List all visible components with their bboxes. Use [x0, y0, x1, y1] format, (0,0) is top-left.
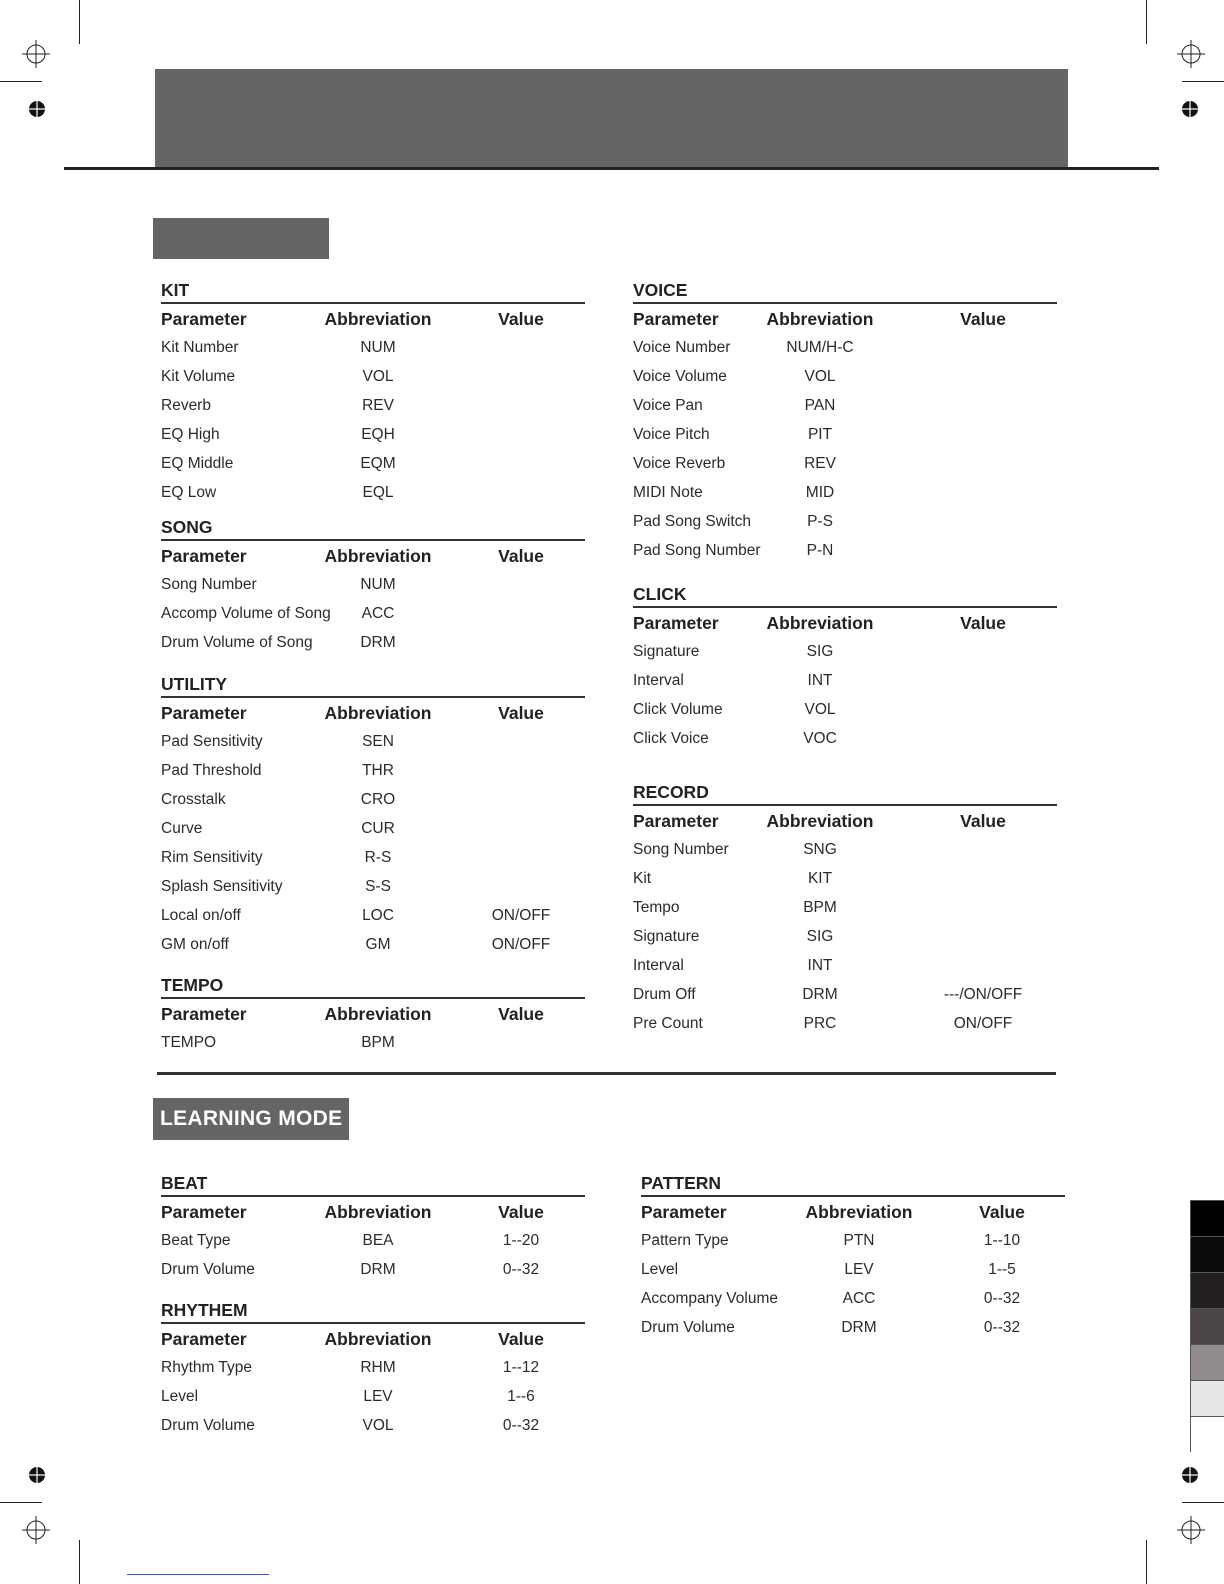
header-parameter: Parameter: [161, 1004, 247, 1024]
cell-abbreviation: VOL: [362, 1417, 394, 1434]
cell-abbreviation: ACC: [361, 605, 395, 622]
registration-dot-icon: [1181, 100, 1199, 118]
table-title-rule: [161, 1322, 585, 1324]
cell-parameter: TEMPO: [161, 1034, 217, 1051]
header-parameter: Parameter: [161, 309, 247, 329]
cell-parameter: EQ High: [161, 426, 220, 443]
cell-value: 0--32: [983, 1319, 1021, 1336]
table-title: KIT: [161, 280, 190, 300]
table-header: [161, 1200, 585, 1224]
header-value: Value: [960, 613, 1006, 633]
cell-abbreviation: DRM: [360, 1261, 396, 1278]
cell-parameter: Interval: [633, 957, 684, 974]
registration-target-icon: [22, 1516, 50, 1544]
table-row: [161, 423, 585, 447]
table-row: [641, 1229, 1065, 1253]
table-header: [161, 544, 585, 568]
table-row: [633, 394, 1057, 418]
cell-abbreviation: NUM/H-C: [786, 339, 854, 356]
table-row: [633, 727, 1057, 751]
table-title: UTILITY: [161, 674, 228, 694]
cell-abbreviation: PTN: [843, 1232, 875, 1249]
header-abbreviation: Abbreviation: [766, 613, 874, 633]
cell-abbreviation: LEV: [844, 1261, 874, 1278]
cell-abbreviation: REV: [362, 397, 394, 414]
table-row: [161, 631, 585, 655]
table-row: [161, 365, 585, 389]
header-divider: [64, 167, 1159, 170]
header-value: Value: [960, 309, 1006, 329]
cell-abbreviation: PIT: [807, 426, 833, 443]
table-row: [161, 875, 585, 899]
cell-abbreviation: MID: [805, 484, 835, 501]
table-row: [633, 954, 1057, 978]
cell-abbreviation: VOL: [362, 368, 394, 385]
table-row: [161, 817, 585, 841]
cell-parameter: Pad Song Switch: [633, 513, 752, 530]
cell-value: ON/OFF: [953, 1015, 1013, 1032]
cell-abbreviation: SEN: [362, 733, 394, 750]
table-row: [633, 698, 1057, 722]
cell-parameter: Drum Off: [633, 986, 696, 1003]
cell-parameter: Voice Number: [633, 339, 731, 356]
table-row: [633, 983, 1057, 1007]
table-row: [641, 1258, 1065, 1282]
cell-parameter: Pad Song Number: [633, 542, 761, 559]
cell-abbreviation: INT: [807, 672, 833, 689]
cell-parameter: Local on/off: [161, 907, 241, 924]
cell-parameter: Tempo: [633, 899, 680, 916]
table-row: [161, 481, 585, 505]
cell-value: 1--10: [983, 1232, 1021, 1249]
registration-dot-icon: [28, 100, 46, 118]
header-parameter: Parameter: [161, 703, 247, 723]
registration-dot-icon: [1181, 1466, 1199, 1484]
cell-parameter: EQ Middle: [161, 455, 234, 472]
crop-mark: [79, 0, 80, 44]
color-swatch: [1190, 1308, 1224, 1344]
cell-abbreviation: BPM: [803, 899, 837, 916]
cell-parameter: Pad Sensitivity: [161, 733, 263, 750]
header-value: Value: [498, 1202, 544, 1222]
cell-value: 1--6: [507, 1388, 535, 1405]
color-swatch: [1190, 1272, 1224, 1308]
header-value: Value: [960, 811, 1006, 831]
cell-parameter: GM on/off: [161, 936, 229, 953]
table-title: CLICK: [633, 584, 687, 604]
color-swatch: [1190, 1200, 1224, 1236]
table-row: [161, 452, 585, 476]
cell-abbreviation: LEV: [363, 1388, 393, 1405]
cell-abbreviation: LOC: [362, 907, 394, 924]
table-header: [161, 701, 585, 725]
table-title-rule: [161, 696, 585, 698]
cell-parameter: EQ Low: [161, 484, 217, 501]
cell-abbreviation: EQM: [360, 455, 396, 472]
cell-abbreviation: EQL: [362, 484, 394, 501]
table-row: [633, 539, 1057, 563]
cell-parameter: Voice Volume: [633, 368, 727, 385]
cell-abbreviation: CUR: [361, 820, 395, 837]
cell-parameter: Voice Pitch: [633, 426, 710, 443]
table-title: PATTERN: [641, 1173, 722, 1193]
table-row: [161, 846, 585, 870]
table-row: [633, 640, 1057, 664]
header-value: Value: [498, 1329, 544, 1349]
cell-abbreviation: DRM: [360, 634, 396, 651]
cell-parameter: Reverb: [161, 397, 211, 414]
table-row: [161, 759, 585, 783]
cell-value: 1--12: [502, 1359, 540, 1376]
cell-abbreviation: PAN: [804, 397, 836, 414]
cell-abbreviation: REV: [804, 455, 836, 472]
table-row: [633, 1012, 1057, 1036]
cell-abbreviation: VOC: [803, 730, 837, 747]
table-row: [633, 365, 1057, 389]
table-title: RECORD: [633, 782, 709, 802]
crop-mark: [1146, 0, 1147, 44]
table-header: [641, 1200, 1065, 1224]
cell-abbreviation: VOL: [804, 701, 836, 718]
cell-parameter: Voice Pan: [633, 397, 703, 414]
registration-target-icon: [22, 40, 50, 68]
color-swatch: [1190, 1344, 1224, 1380]
cell-parameter: Drum Volume of Song: [161, 634, 313, 651]
table-row: [161, 1031, 585, 1055]
cell-abbreviation: P-S: [807, 513, 833, 530]
registration-dot-icon: [28, 1466, 46, 1484]
table-title-rule: [161, 539, 585, 541]
cell-parameter: Drum Volume: [641, 1319, 735, 1336]
table-title-rule: [633, 606, 1057, 608]
table-row: [161, 933, 585, 957]
table-row: [633, 838, 1057, 862]
table-title-rule: [633, 804, 1057, 806]
cell-value: 0--32: [502, 1261, 540, 1278]
cell-value: 1--20: [502, 1232, 540, 1249]
cell-abbreviation: EQH: [361, 426, 395, 443]
cell-abbreviation: GM: [365, 936, 391, 953]
cell-abbreviation: SIG: [806, 643, 834, 660]
table-row: [633, 481, 1057, 505]
learning-mode-heading: LEARNING MODE: [153, 1098, 349, 1140]
table-title-rule: [161, 997, 585, 999]
table-title: SONG: [161, 517, 213, 537]
header-abbreviation: Abbreviation: [324, 703, 432, 723]
cell-abbreviation: NUM: [360, 576, 396, 593]
header-abbreviation: Abbreviation: [766, 309, 874, 329]
section-divider: [157, 1072, 1056, 1075]
table-row: [641, 1316, 1065, 1340]
cell-parameter: Crosstalk: [161, 791, 226, 808]
table-row: [641, 1287, 1065, 1311]
cell-abbreviation: DRM: [802, 986, 838, 1003]
cell-parameter: Rhythm Type: [161, 1359, 253, 1376]
header-value: Value: [498, 309, 544, 329]
table-header: [633, 307, 1057, 331]
header-abbreviation: Abbreviation: [324, 546, 432, 566]
cell-parameter: Accompany Volume: [641, 1290, 778, 1307]
table-row: [161, 1258, 585, 1282]
cell-parameter: Voice Reverb: [633, 455, 726, 472]
cell-parameter: Interval: [633, 672, 684, 689]
header-abbreviation: Abbreviation: [324, 1202, 432, 1222]
cell-parameter: Pad Threshold: [161, 762, 262, 779]
table-title: VOICE: [633, 280, 688, 300]
cell-abbreviation: NUM: [360, 339, 396, 356]
table-row: [161, 904, 585, 928]
cell-abbreviation: ACC: [842, 1290, 876, 1307]
cell-abbreviation: PRC: [803, 1015, 837, 1032]
cell-abbreviation: S-S: [365, 878, 391, 895]
table-title-rule: [161, 1195, 585, 1197]
table-title: RHYTHEM: [161, 1300, 248, 1320]
header-parameter: Parameter: [161, 546, 247, 566]
cell-parameter: Level: [161, 1388, 199, 1405]
table-row: [633, 510, 1057, 534]
header-parameter: Parameter: [633, 811, 719, 831]
registration-target-icon: [1177, 40, 1205, 68]
crop-mark: [79, 1540, 80, 1584]
table-row: [633, 867, 1057, 891]
table-row: [161, 1385, 585, 1409]
header-abbreviation: Abbreviation: [324, 1004, 432, 1024]
crop-mark: [1182, 1502, 1224, 1503]
header-parameter: Parameter: [161, 1329, 247, 1349]
cell-abbreviation: KIT: [807, 870, 833, 887]
table-row: [633, 669, 1057, 693]
color-swatch: [1190, 1236, 1224, 1272]
color-swatch: [1190, 1416, 1224, 1452]
cell-abbreviation: R-S: [364, 849, 392, 866]
header-abbreviation: Abbreviation: [766, 811, 874, 831]
header-value: Value: [498, 546, 544, 566]
cell-abbreviation: INT: [807, 957, 833, 974]
table-header: [161, 1327, 585, 1351]
cell-abbreviation: THR: [362, 762, 394, 779]
table-row: [161, 336, 585, 360]
cell-value: 1--5: [988, 1261, 1016, 1278]
table-row: [633, 336, 1057, 360]
table-row: [161, 1356, 585, 1380]
cell-parameter: Song Number: [633, 841, 729, 858]
crop-mark: [1146, 1540, 1147, 1584]
cell-parameter: Level: [641, 1261, 679, 1278]
cell-parameter: Drum Volume: [161, 1261, 255, 1278]
table-row: [161, 1229, 585, 1253]
table-row: [633, 452, 1057, 476]
cell-parameter: Signature: [633, 928, 700, 945]
cell-abbreviation: VOL: [804, 368, 836, 385]
table-row: [633, 423, 1057, 447]
cell-parameter: Rim Sensitivity: [161, 849, 263, 866]
header-value: Value: [979, 1202, 1025, 1222]
cell-value: ON/OFF: [491, 907, 551, 924]
cell-value: ---/ON/OFF: [943, 986, 1023, 1003]
cell-abbreviation: BEA: [362, 1232, 394, 1249]
crop-mark: [0, 81, 42, 82]
table-header: [161, 307, 585, 331]
footer-line: [127, 1574, 269, 1575]
table-row: [161, 1414, 585, 1438]
cell-abbreviation: P-N: [806, 542, 834, 559]
header-abbreviation: Abbreviation: [324, 1329, 432, 1349]
table-row: [161, 394, 585, 418]
header-parameter: Parameter: [161, 1202, 247, 1222]
cell-abbreviation: CRO: [360, 791, 396, 808]
table-header: [633, 809, 1057, 833]
table-title-rule: [633, 302, 1057, 304]
cell-parameter: Curve: [161, 820, 203, 837]
table-row: [161, 730, 585, 754]
header-parameter: Parameter: [633, 309, 719, 329]
cell-parameter: MIDI Note: [633, 484, 703, 501]
table-row: [161, 602, 585, 626]
table-header: [161, 1002, 585, 1026]
cell-value: 0--32: [502, 1417, 540, 1434]
table-row: [633, 896, 1057, 920]
header-value: Value: [498, 703, 544, 723]
cell-abbreviation: SNG: [803, 841, 837, 858]
cell-parameter: Beat Type: [161, 1232, 231, 1249]
cell-parameter: Click Volume: [633, 701, 723, 718]
cell-value: 0--32: [983, 1290, 1021, 1307]
cell-abbreviation: RHM: [360, 1359, 396, 1376]
cell-parameter: Pre Count: [633, 1015, 703, 1032]
header-abbreviation: Abbreviation: [805, 1202, 913, 1222]
crop-mark: [1182, 81, 1224, 82]
cell-parameter: Kit Number: [161, 339, 239, 356]
cell-parameter: Signature: [633, 643, 700, 660]
cell-parameter: Drum Volume: [161, 1417, 255, 1434]
table-row: [161, 788, 585, 812]
cell-value: ON/OFF: [491, 936, 551, 953]
cell-parameter: Accomp Volume of Song: [161, 605, 331, 622]
cell-parameter: Kit Volume: [161, 368, 236, 385]
cell-abbreviation: DRM: [841, 1319, 877, 1336]
table-title-rule: [641, 1195, 1065, 1197]
crop-mark: [0, 1502, 42, 1503]
section-tab-blank: [153, 218, 329, 259]
cell-parameter: Splash Sensitivity: [161, 878, 283, 895]
cell-parameter: Kit: [633, 870, 652, 887]
header-abbreviation: Abbreviation: [324, 309, 432, 329]
header-parameter: Parameter: [641, 1202, 727, 1222]
cell-abbreviation: BPM: [361, 1034, 395, 1051]
cell-abbreviation: SIG: [806, 928, 834, 945]
table-header: [633, 611, 1057, 635]
color-swatch: [1190, 1380, 1224, 1416]
table-title: TEMPO: [161, 975, 224, 995]
table-row: [633, 925, 1057, 949]
header-value: Value: [498, 1004, 544, 1024]
header-banner: [155, 69, 1068, 169]
cell-parameter: Pattern Type: [641, 1232, 729, 1249]
table-title-rule: [161, 302, 585, 304]
registration-target-icon: [1177, 1516, 1205, 1544]
cell-parameter: Click Voice: [633, 730, 709, 747]
table-title: BEAT: [161, 1173, 208, 1193]
cell-parameter: Song Number: [161, 576, 257, 593]
header-parameter: Parameter: [633, 613, 719, 633]
table-row: [161, 573, 585, 597]
